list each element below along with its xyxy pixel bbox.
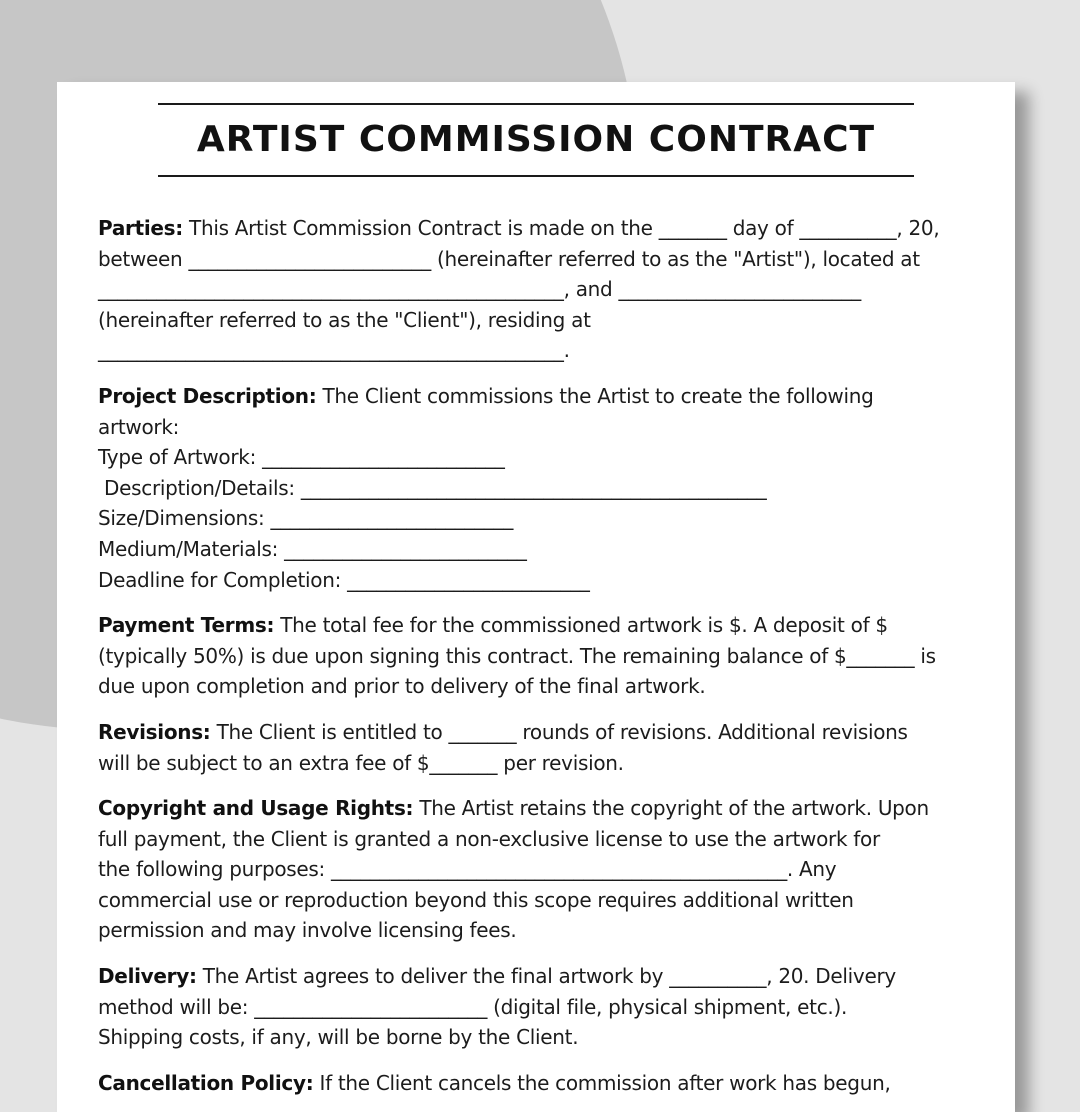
line-text: The Artist retains the copyright of the artwork. Upon — [419, 796, 929, 821]
section-label: Cancellation Policy: — [98, 1070, 314, 1095]
text-line: artwork: — [98, 414, 180, 439]
line-text: If the Client cancels the commission after work has begun, — [319, 1070, 891, 1095]
text-line — [98, 961, 998, 992]
section-label: Delivery: — [98, 964, 197, 989]
text-line — [98, 381, 998, 412]
section-delivery — [98, 961, 998, 1053]
line-text: The total fee for the commissioned artwork is $. A deposit of $ — [280, 613, 888, 638]
text-line: method will be: ________________________ (digital file, physical shipment, etc.). — [98, 994, 848, 1019]
section-label: Project Description: — [98, 383, 317, 408]
line-text: The Client commissions the Artist to create the following — [322, 383, 874, 408]
document-title: ARTIST COMMISSION CONTRACT — [196, 119, 876, 160]
text-line — [98, 213, 998, 244]
line-text: The Artist agrees to deliver the final artwork by __________, 20. Delivery — [202, 964, 896, 989]
line-text: This Artist Commission Contract is made on the _______ day of __________, 20, — [189, 216, 940, 240]
title-rule-bottom — [158, 175, 914, 177]
section-project-description — [98, 381, 998, 595]
contract-body — [98, 213, 998, 1112]
contract-page — [57, 82, 1015, 1112]
section-copyright — [98, 793, 998, 946]
section-parties — [98, 213, 998, 366]
text-line: commercial use or reproduction beyond this scope requires additional written — [98, 887, 854, 912]
section-cancellation — [98, 1068, 998, 1099]
field-size-dimensions: Size/Dimensions: _________________________ — [98, 506, 514, 531]
text-line: due upon completion and prior to delivery of the final artwork. — [98, 674, 706, 699]
text-line — [98, 1068, 998, 1099]
title-rule-top — [158, 103, 914, 105]
field-type-of-artwork: Type of Artwork: _________________________ — [98, 445, 505, 470]
text-line — [98, 610, 998, 641]
text-line — [98, 717, 998, 748]
section-label: Payment Terms: — [98, 613, 275, 638]
section-label: Copyright and Usage Rights: — [98, 796, 414, 821]
line-text: The Client is entitled to _______ rounds of revisions. Additional revisions — [216, 719, 908, 744]
text-line: (hereinafter referred to as the "Client"), residing at — [98, 307, 591, 332]
section-label: Parties: — [98, 216, 183, 240]
text-line: (typically 50%) is due upon signing this contract. The remaining balance of $_______ is — [98, 643, 936, 668]
field-description-details: Description/Details: ________________________________________________ — [98, 475, 767, 500]
text-line — [98, 793, 998, 824]
text-line: permission and may involve licensing fees. — [98, 918, 517, 943]
section-payment-terms — [98, 610, 998, 702]
text-line: ________________________________________________. — [98, 338, 570, 363]
text-line: the following purposes: _______________________________________________. Any — [98, 857, 837, 882]
text-line: full payment, the Client is granted a non-exclusive license to use the artwork for — [98, 826, 880, 851]
text-line: Shipping costs, if any, will be borne by the Client. — [98, 1025, 579, 1050]
text-line: will be subject to an extra fee of $_______ per revision. — [98, 750, 624, 775]
field-medium-materials: Medium/Materials: _________________________ — [98, 536, 527, 561]
section-revisions — [98, 717, 998, 778]
field-deadline: Deadline for Completion: _________________________ — [98, 567, 590, 592]
section-label: Revisions: — [98, 719, 211, 744]
text-line: ________________________________________________, and _________________________ — [98, 277, 862, 302]
text-line: between _________________________ (hereinafter referred to as the "Artist"), located at — [98, 246, 920, 271]
